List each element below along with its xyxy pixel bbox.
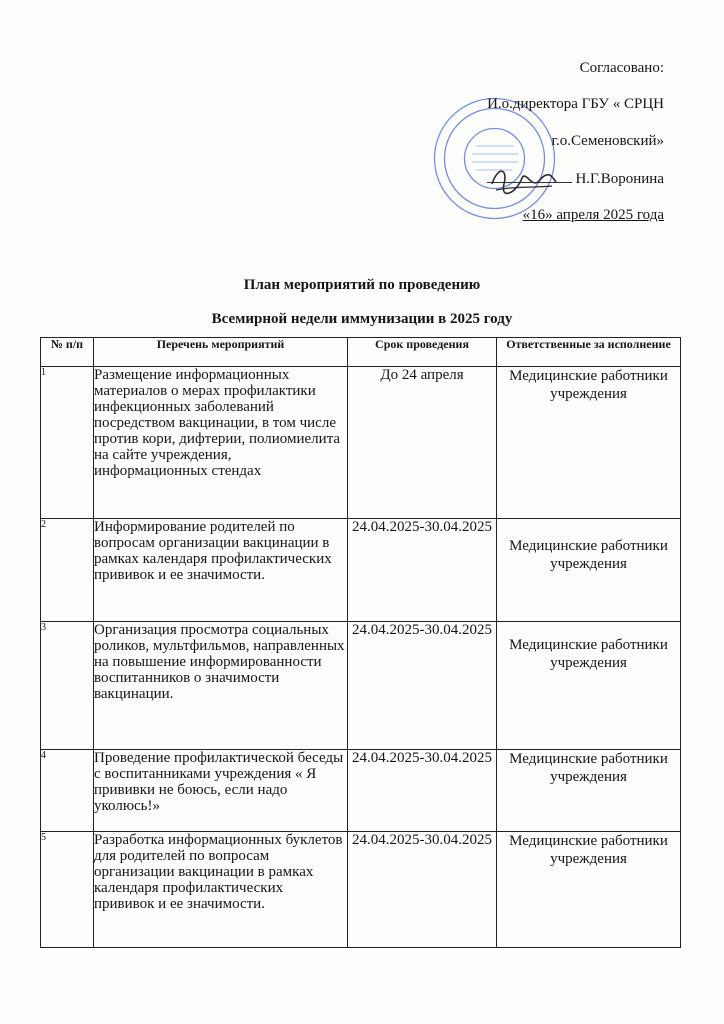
header-responsible: Ответственные за исполнение <box>497 338 681 367</box>
row-number: 2 <box>41 519 94 622</box>
events-plan-table <box>40 337 681 948</box>
table-row <box>41 519 681 622</box>
approval-date: «16» апреля 2025 года <box>522 207 664 223</box>
row-activity: Размещение информационных материалов о мерах профилактики инфекционных заболеваний посредством вакцинации, в том числе против кори, дифтерии, полиомиелита на сайте учреждения, информационных стендах <box>94 367 348 519</box>
table-row <box>41 367 681 519</box>
header-date: Срок проведения <box>348 338 497 367</box>
approval-signatory <box>487 171 664 188</box>
approval-heading: Согласовано: <box>579 60 664 76</box>
row-date: До 24 апреля <box>348 367 497 519</box>
row-activity: Организация просмотра социальных роликов, мультфильмов, направленных на повышение информированности воспитанников о значимости вакцинации. <box>94 622 348 750</box>
row-date: 24.04.2025-30.04.2025 <box>348 750 497 832</box>
approval-position-line1: И.о.директора ГБУ « СРЦН <box>487 96 664 112</box>
row-number: 5 <box>41 832 94 948</box>
table-row <box>41 622 681 750</box>
organization-stamp <box>432 96 557 221</box>
row-responsible: Медицинские работники учреждения <box>497 622 681 750</box>
row-activity: Информирование родителей по вопросам организации вакцинации в рамках календаря профилактических прививок и ее значимости. <box>94 519 348 622</box>
row-responsible: Медицинские работники учреждения <box>497 750 681 832</box>
header-activity: Перечень мероприятий <box>94 338 348 367</box>
table-header-row <box>41 338 681 367</box>
document-title-line2: Всемирной недели иммунизации в 2025 году <box>211 311 513 327</box>
row-responsible: Медицинские работники учреждения <box>497 367 681 519</box>
document-title-line1: План мероприятий по проведению <box>243 277 481 293</box>
approval-position-line2: г.о.Семеновский» <box>551 133 664 149</box>
row-date: 24.04.2025-30.04.2025 <box>348 832 497 948</box>
table-row <box>41 832 681 948</box>
row-activity: Проведение профилактической беседы с воспитанниками учреждения « Я прививки не боюсь, если надо уколюсь!» <box>94 750 348 832</box>
row-number: 4 <box>41 750 94 832</box>
row-date: 24.04.2025-30.04.2025 <box>348 519 497 622</box>
row-number: 3 <box>41 622 94 750</box>
table-row <box>41 750 681 832</box>
row-date: 24.04.2025-30.04.2025 <box>348 622 497 750</box>
row-number: 1 <box>41 367 94 519</box>
header-number: № п/п <box>41 338 94 367</box>
signatory-name: Н.Г.Воронина <box>575 171 664 187</box>
row-responsible: Медицинские работники учреждения <box>497 832 681 948</box>
row-activity: Разработка информационных буклетов для родителей по вопросам организации вакцинации в рамках календаря профилактических прививок и ее значимости. <box>94 832 348 948</box>
row-responsible: Медицинские работники учреждения <box>497 519 681 622</box>
